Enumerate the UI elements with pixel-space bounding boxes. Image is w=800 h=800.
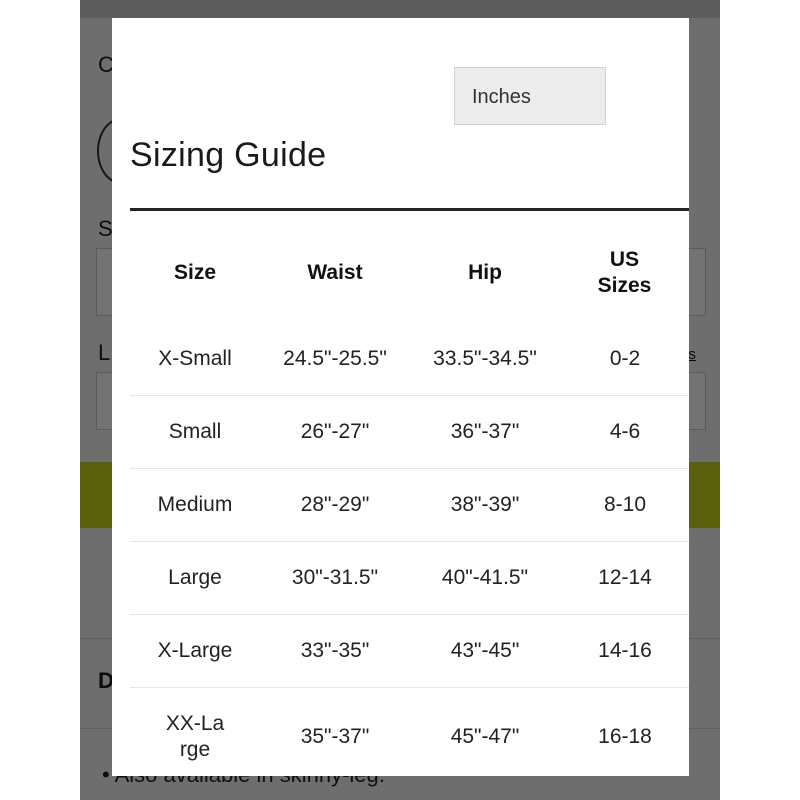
modal-title: Sizing Guide — [130, 136, 327, 174]
hip-cell: 40"-41.5" — [410, 542, 560, 615]
size-cell: Small — [130, 396, 260, 469]
waist-cell: 33"-35" — [260, 615, 410, 688]
unit-select-value: Inches — [472, 86, 531, 108]
column-header-us-sizes — [560, 223, 689, 323]
size-cell: Large — [130, 542, 260, 615]
table-row — [130, 542, 689, 615]
size-cell-label: XX-Large — [165, 712, 225, 761]
hip-cell: 33.5"-34.5" — [410, 323, 560, 396]
waist-cell: 26"-27" — [260, 396, 410, 469]
column-header-hip: Hip — [468, 261, 502, 284]
size-cell — [130, 688, 260, 777]
us-size-cell: 8-10 — [560, 469, 689, 542]
column-header-us-sizes-label: US Sizes — [597, 248, 652, 297]
hip-cell: 36"-37" — [410, 396, 560, 469]
unit-select[interactable] — [454, 67, 606, 125]
table-header-row — [130, 223, 689, 323]
hip-cell: 38"-39" — [410, 469, 560, 542]
waist-cell: 35"-37" — [260, 688, 410, 777]
table-row — [130, 323, 689, 396]
table-row — [130, 396, 689, 469]
hip-cell: 43"-45" — [410, 615, 560, 688]
waist-cell: 28"-29" — [260, 469, 410, 542]
waist-cell: 30"-31.5" — [260, 542, 410, 615]
table-row — [130, 469, 689, 542]
size-cell: X-Large — [130, 615, 260, 688]
hip-cell: 45"-47" — [410, 688, 560, 777]
sizing-table — [130, 223, 689, 776]
size-cell: X-Small — [130, 323, 260, 396]
table-row — [130, 615, 689, 688]
us-size-cell: 0-2 — [560, 323, 689, 396]
us-size-cell: 16-18 — [560, 688, 689, 777]
title-divider — [130, 208, 689, 211]
column-header-size: Size — [173, 261, 217, 284]
size-cell: Medium — [130, 469, 260, 542]
us-size-cell: 4-6 — [560, 396, 689, 469]
us-size-cell: 12-14 — [560, 542, 689, 615]
waist-cell: 24.5"-25.5" — [260, 323, 410, 396]
column-header-waist: Waist — [307, 261, 363, 284]
table-row — [130, 688, 689, 777]
sizing-guide-modal — [112, 18, 689, 776]
us-size-cell: 14-16 — [560, 615, 689, 688]
